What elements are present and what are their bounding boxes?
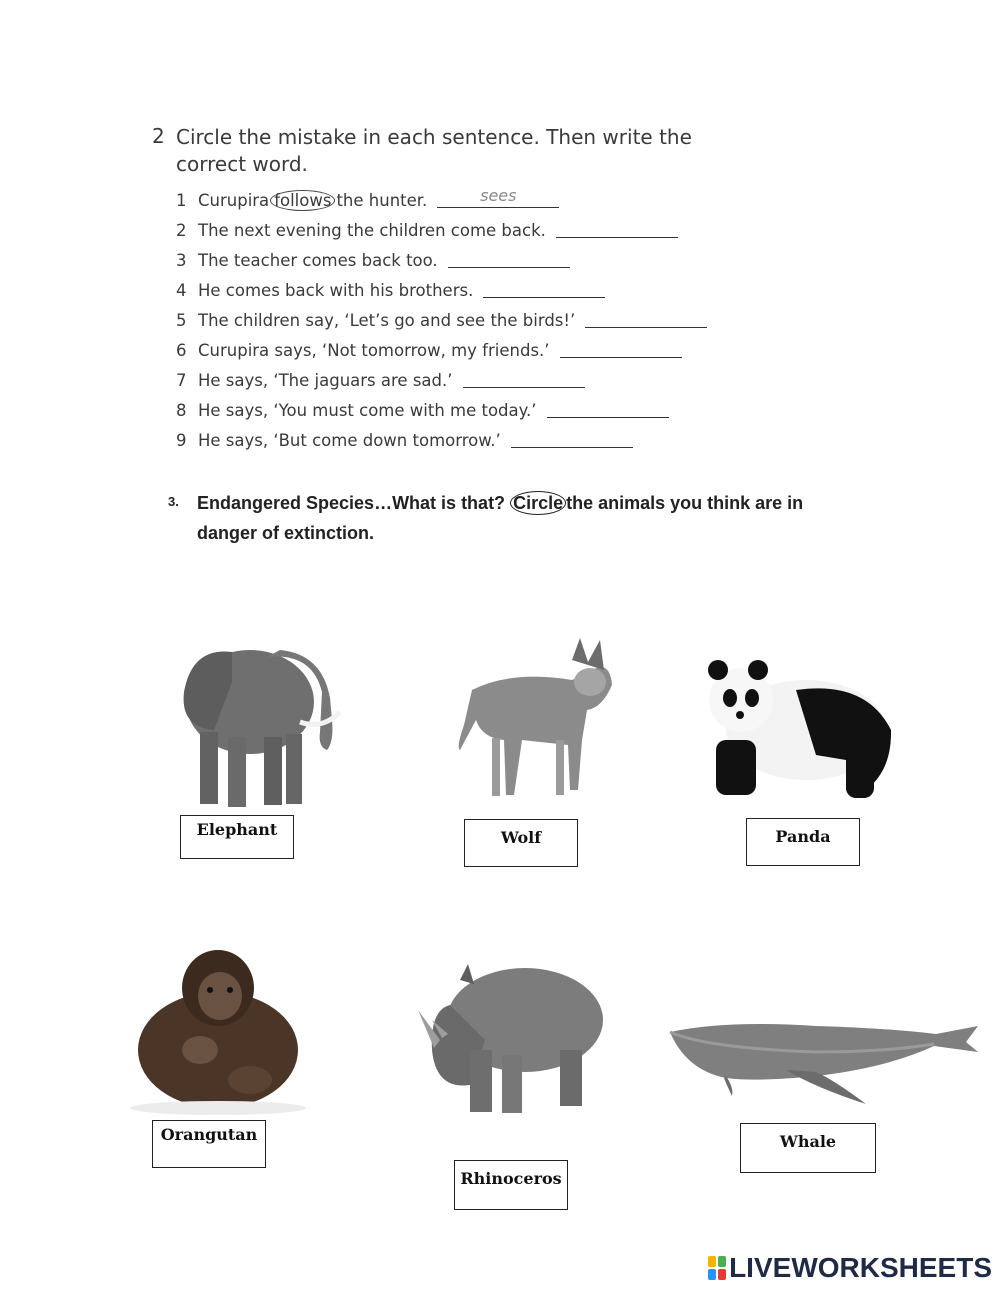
elephant-image: [172, 612, 344, 812]
exercise-3-number: 3.: [168, 494, 179, 509]
answer-input[interactable]: [511, 426, 633, 445]
sentence-number: 1: [176, 190, 187, 210]
sentence-text: He comes back with his brothers.: [198, 280, 474, 300]
brand-name: LIVEWORKSHEETS: [729, 1252, 992, 1283]
exercise-2-number: 2: [152, 124, 165, 148]
animal-label-wolf[interactable]: Wolf: [464, 819, 578, 867]
sentence-row: [176, 245, 570, 275]
sentence-text: He says, ‘But come down tomorrow.’: [198, 430, 501, 450]
animal-label-elephant[interactable]: Elephant: [180, 815, 294, 859]
sentence-text: He says, ‘The jaguars are sad.’: [198, 370, 453, 390]
sentence-number: 6: [176, 340, 187, 360]
sentence-text: Curupira says, ‘Not tomorrow, my friends.’: [198, 340, 550, 360]
answer-input[interactable]: [463, 366, 585, 385]
sentence-row: [176, 215, 678, 245]
brand-block: [718, 1269, 726, 1280]
instruction-text: Endangered Species…What is that?: [197, 493, 506, 513]
wolf-image: [452, 630, 620, 810]
sentence-number: 9: [176, 430, 187, 450]
circled-mistake[interactable]: follows: [270, 190, 335, 211]
answer-blank[interactable]: [511, 429, 633, 448]
sentence-text: The teacher comes back too.: [198, 250, 438, 270]
sentence-number: 8: [176, 400, 187, 420]
sentence-text: The children say, ‘Let’s go and see the birds!’: [198, 310, 576, 330]
animal-label-orangutan[interactable]: Orangutan: [152, 1120, 266, 1168]
sentence-row: [176, 185, 559, 215]
animal-label-whale[interactable]: Whale: [740, 1123, 876, 1173]
brand-block: [708, 1269, 716, 1280]
sentence-text: the hunter.: [336, 190, 428, 210]
answer-blank[interactable]: [448, 249, 570, 268]
sentence-number: 3: [176, 250, 187, 270]
whale-image: [666, 1018, 982, 1110]
circled-word: Circle: [510, 491, 566, 515]
answer-input[interactable]: [437, 186, 559, 205]
exercise-2-instructions: Circle the mistake in each sentence. Then write the correct word.: [176, 125, 692, 176]
sentence-number: 5: [176, 310, 187, 330]
answer-blank[interactable]: [556, 219, 678, 238]
panda-image: [696, 640, 898, 802]
answer-blank[interactable]: [483, 279, 605, 298]
exercise-3-instructions: [197, 488, 857, 548]
sentence-text: The next evening the children come back.: [198, 220, 546, 240]
answer-input[interactable]: [585, 306, 707, 325]
animal-label-rhinoceros[interactable]: Rhinoceros: [454, 1160, 568, 1210]
sentence-number: 2: [176, 220, 187, 240]
sentence-row: [176, 275, 605, 305]
sentence-row: [176, 365, 585, 395]
sentence-text: He says, ‘You must come with me today.’: [198, 400, 537, 420]
answer-blank[interactable]: [463, 369, 585, 388]
rhinoceros-image: [410, 950, 608, 1122]
orangutan-image: [120, 940, 316, 1116]
answer-input[interactable]: [448, 246, 570, 265]
liveworksheets-logo: [708, 1252, 992, 1284]
sentence-number: 7: [176, 370, 187, 390]
sentence-row: [176, 305, 707, 335]
answer-blank[interactable]: [547, 399, 669, 418]
sentence-number: 4: [176, 280, 187, 300]
animal-label-panda[interactable]: Panda: [746, 818, 860, 866]
sentence-row: [176, 425, 633, 455]
answer-input[interactable]: [547, 396, 669, 415]
sentence-row: [176, 395, 669, 425]
answer-input[interactable]: [556, 216, 678, 235]
answer-blank[interactable]: [437, 189, 559, 208]
brand-block: [708, 1256, 716, 1267]
answer-blank[interactable]: [585, 309, 707, 328]
answer-input[interactable]: [560, 336, 682, 355]
answer-input[interactable]: [483, 276, 605, 295]
sentence-text: Curupira: [198, 190, 270, 210]
answer-blank[interactable]: [560, 339, 682, 358]
brand-icon: [708, 1256, 726, 1280]
sentence-row: [176, 335, 682, 365]
brand-block: [718, 1256, 726, 1267]
instruction-text: the animals you think are in danger of extinction.: [197, 493, 804, 543]
